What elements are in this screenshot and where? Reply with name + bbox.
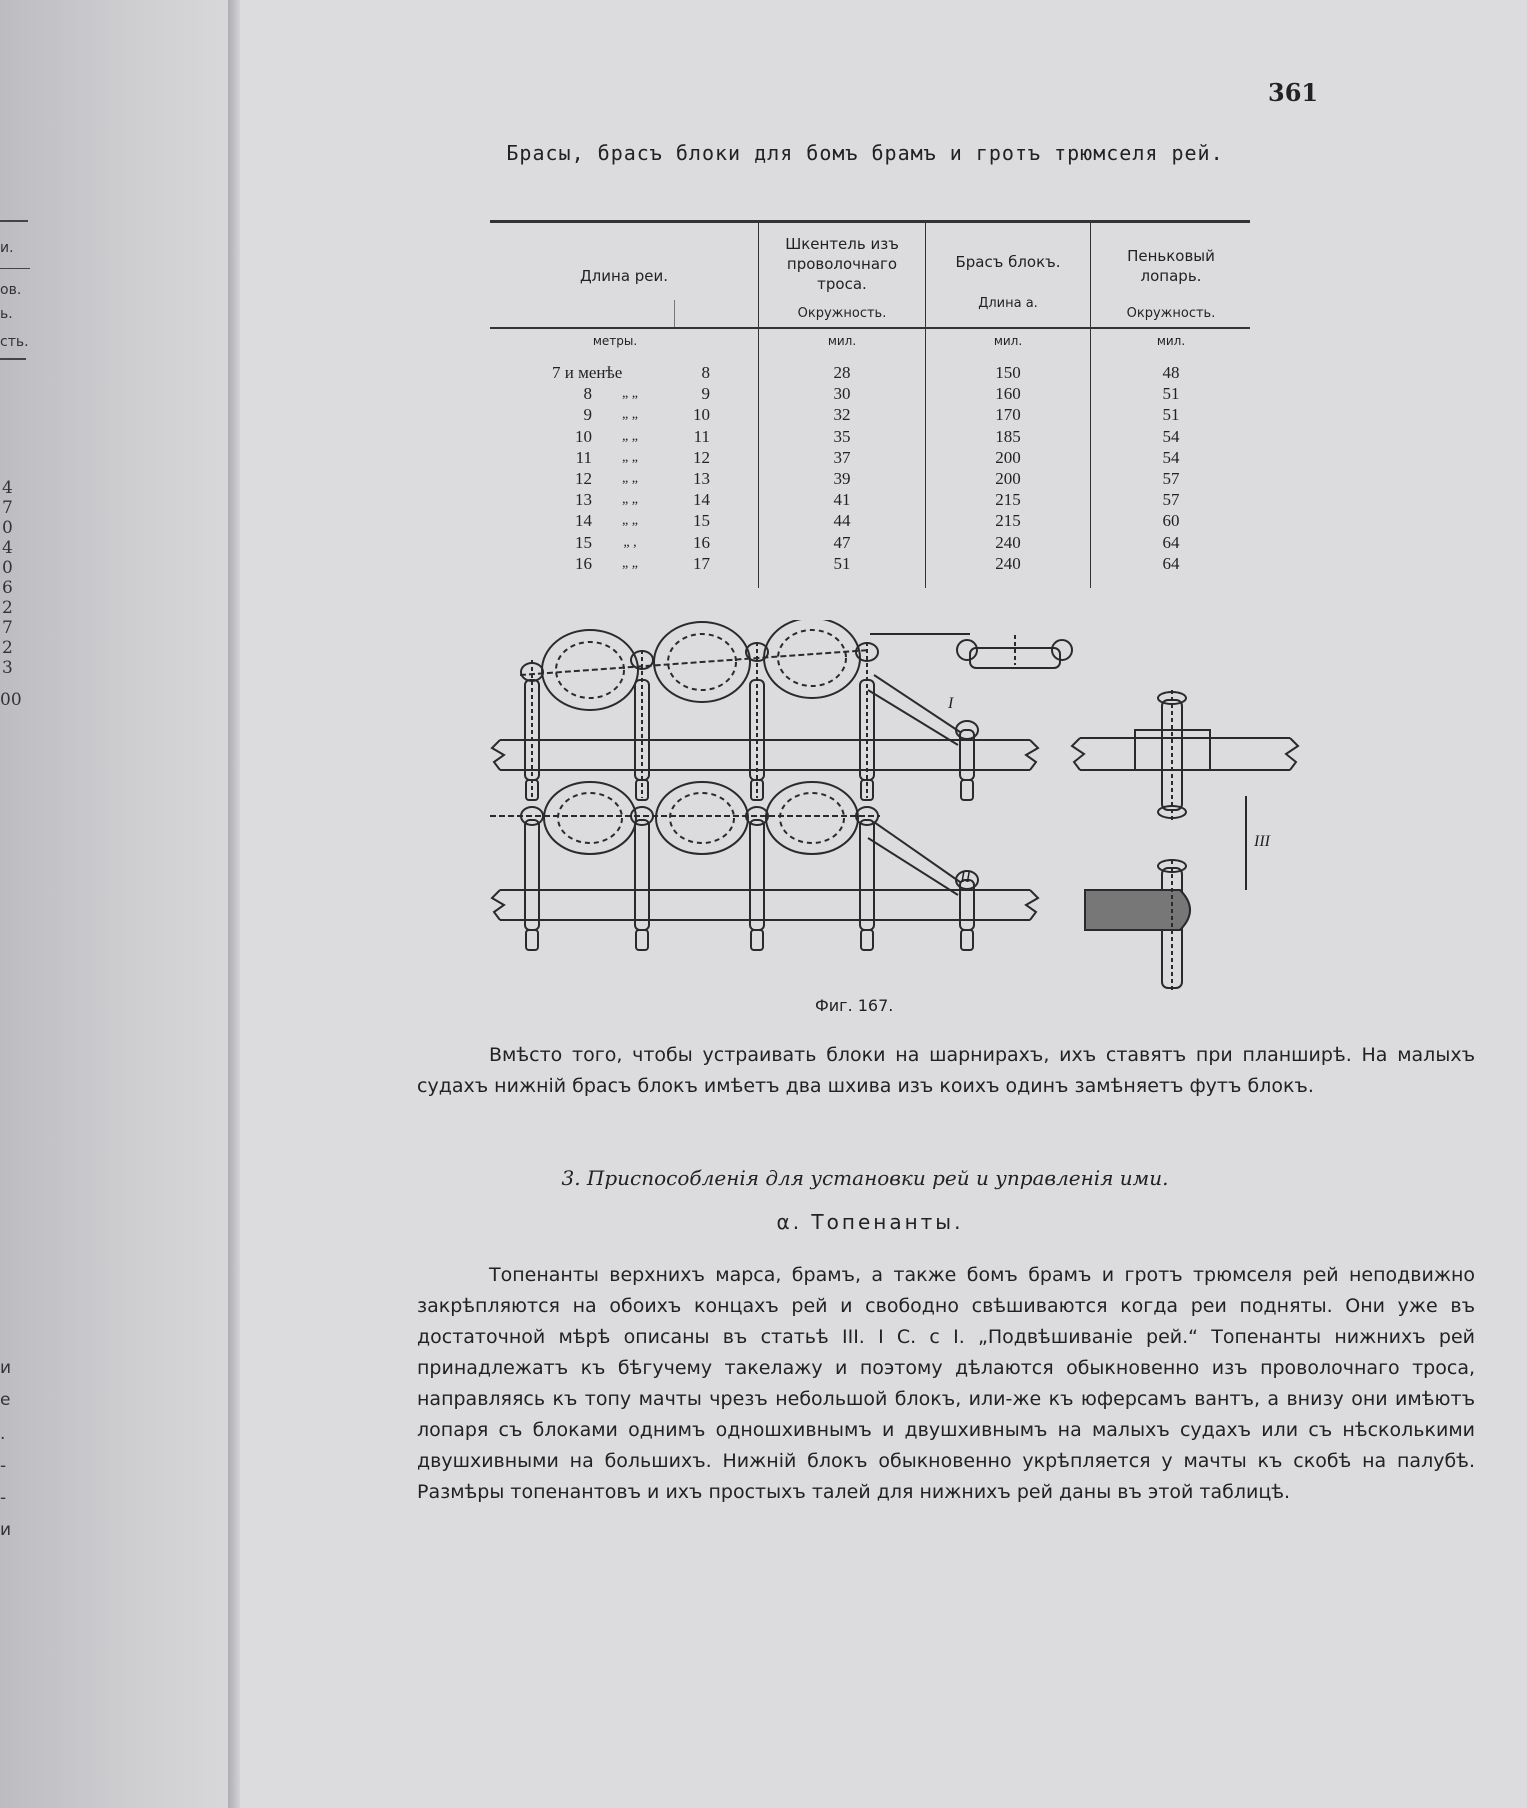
row-pennant-value: 39 xyxy=(833,469,851,488)
row-length-from: 8 xyxy=(583,384,592,404)
row-block-value: 170 xyxy=(995,405,1021,425)
col-header-pennant: Шкентель изъ проволочнаго троса. xyxy=(785,235,899,293)
left-page-fragment: сть. xyxy=(0,334,29,350)
row-block-value: 185 xyxy=(995,426,1021,446)
left-page-number: 0 xyxy=(2,558,13,578)
left-page-number: 00 xyxy=(0,690,22,710)
row-block-value: 150 xyxy=(995,363,1021,382)
unit-mm: мил. xyxy=(827,334,857,348)
row-pennant-value: 32 xyxy=(833,405,851,425)
row-fall-value: 60 xyxy=(1162,511,1180,531)
row-length-ditto: „ „ xyxy=(622,513,638,529)
row-pennant-value: 51 xyxy=(833,553,851,573)
col-header-hemp-fall-sub: Окружность. xyxy=(1126,306,1216,321)
figure-167 xyxy=(470,620,1490,990)
row-length-ditto: „ „ xyxy=(622,449,638,465)
row-block-value: 160 xyxy=(995,384,1021,404)
col-header-hemp-fall: Пеньковый лопарь. xyxy=(1127,247,1215,285)
row-pennant-value: 47 xyxy=(833,532,851,552)
left-page-number: 7 xyxy=(2,618,13,638)
left-page-rule xyxy=(0,220,28,222)
row-pennant-value: 28 xyxy=(833,363,851,382)
left-page-fragment: ов. xyxy=(0,282,22,298)
row-pennant-value: 37 xyxy=(833,447,851,467)
column-divider xyxy=(1090,223,1091,588)
left-page-fragment: и xyxy=(0,1520,12,1540)
row-length-ditto: „ „ xyxy=(622,555,638,571)
fig-label-1: I xyxy=(948,695,954,712)
row-length-from: 9 xyxy=(583,405,592,425)
row-length-to: 13 xyxy=(693,469,710,488)
left-page-fragment: е xyxy=(0,1390,11,1410)
row-pennant-value: 41 xyxy=(833,490,851,510)
left-page-fragment: . xyxy=(0,1424,6,1444)
col-header-brace-block: Брасъ блокъ. xyxy=(955,253,1061,271)
col-header-pennant-sub: Окружность. xyxy=(797,306,887,321)
figure-caption: Фиг. 167. xyxy=(815,996,894,1015)
row-length-to: 15 xyxy=(693,511,710,531)
row-pennant-value: 44 xyxy=(833,511,851,531)
left-page-number: 2 xyxy=(2,598,13,618)
paragraph-2: Топенанты верхнихъ марса, брамъ, а также бомъ брамъ и гротъ трюмселя рей неподвижно закрѣпляются на обоихъ концахъ рей и свободно свѣшиваются когда реи подняты. Они уже въ достаточной мѣрѣ описаны въ статьѣ III. I С. с I. „Подвѣшиваніе рей.“ Топенанты нижнихъ рей принадлежатъ къ бѣгучему такелажу и поэтому дѣлаются обыкновенно изъ проволочнаго троса, направляясь къ топу мачты чрезъ небольшой блокъ, или-же къ юферсамъ вантъ, а внизу они имѣютъ лопаря съ блоками однимъ одношхивнымъ и двушхивнымъ на малыхъ судахъ или съ нѣсколькими двушхивными на большихъ. Нижній блокъ обыкновенно укрѣпляется у мачты къ скобѣ на палубѣ. Размѣры топенантовъ и ихъ простыхъ талей для нижнихъ рей даны въ этой таблицѣ. xyxy=(417,1264,1475,1503)
row-fall-value: 57 xyxy=(1162,469,1180,488)
row-length-from: 14 xyxy=(575,511,592,531)
col-header-brace-block-sub: Длина а. xyxy=(978,296,1038,311)
row-pennant-value: 30 xyxy=(833,384,851,404)
row-block-value: 200 xyxy=(995,447,1021,467)
row-length-from: 16 xyxy=(575,553,592,573)
row-length-from: 15 xyxy=(575,532,592,552)
row-length-ditto: „ „ xyxy=(622,428,638,444)
fig-view-2 xyxy=(490,782,1038,950)
left-page-number: 4 xyxy=(2,538,13,558)
row-block-value: 240 xyxy=(995,553,1021,573)
fig-label-2: II xyxy=(960,869,971,886)
sub-divider xyxy=(674,300,675,327)
left-page-number: 7 xyxy=(2,498,13,518)
row-length-from: 12 xyxy=(575,469,592,488)
row-length-ditto: „ , xyxy=(623,534,637,550)
row-fall-value: 51 xyxy=(1162,405,1180,425)
row-block-value: 200 xyxy=(995,469,1021,488)
row-length-from: 10 xyxy=(575,426,592,446)
row-length-to: 14 xyxy=(693,490,710,510)
row-fall-value: 57 xyxy=(1162,490,1180,510)
left-page-number: 2 xyxy=(2,638,13,658)
book-page xyxy=(240,0,1527,1808)
left-page-number: 4 xyxy=(2,478,13,498)
row-length-to: 9 xyxy=(701,384,710,404)
row-length-ditto: „ „ xyxy=(622,386,638,402)
subsection-heading: α. Топенанты. xyxy=(776,1210,964,1234)
section-heading: 3. Приспособленія для установки рей и управленія ими. xyxy=(561,1166,1169,1190)
previous-page-edge xyxy=(0,0,232,1808)
left-page-fragment: - xyxy=(0,1456,7,1476)
row-length-ditto: „ „ xyxy=(622,407,638,423)
left-page-rule xyxy=(0,358,26,360)
data-table xyxy=(490,220,1250,590)
row-length-to: 8 xyxy=(701,363,710,382)
row-fall-value: 48 xyxy=(1162,363,1180,382)
left-page-fragment: ь. xyxy=(0,306,13,322)
row-fall-value: 51 xyxy=(1162,384,1180,404)
paragraph-1: Вмѣсто того, чтобы устраивать блоки на шарнирахъ, ихъ ставятъ при планширѣ. На малыхъ судахъ нижній брасъ блокъ имѣетъ два шхива изъ коихъ одинъ замѣняетъ футъ блокъ. xyxy=(417,1044,1475,1097)
fig-view-1 xyxy=(492,620,1072,800)
table-title: Брасы, брасъ блоки для бомъ брамъ и гротъ трюмселя рей. xyxy=(506,141,1224,165)
left-page-fragment: и. xyxy=(0,240,14,256)
unit-mm: мил. xyxy=(993,334,1023,348)
stanchion xyxy=(521,660,543,798)
row-fall-value: 54 xyxy=(1162,426,1180,446)
row-length-to: 11 xyxy=(693,426,710,446)
row-length-from: 13 xyxy=(575,490,592,510)
row-block-value: 215 xyxy=(995,490,1021,510)
row-length-from: 7 и менѣе xyxy=(552,363,623,382)
row-length-to: 12 xyxy=(693,447,710,467)
row-length-ditto: „ „ xyxy=(622,471,638,486)
page-number: 361 xyxy=(1268,78,1319,107)
left-page-number: 6 xyxy=(2,578,13,598)
stanchion xyxy=(631,650,653,798)
row-length-from: 11 xyxy=(575,447,592,467)
unit-mm: мил. xyxy=(1156,334,1186,348)
row-length-to: 17 xyxy=(693,553,710,573)
row-fall-value: 54 xyxy=(1162,447,1180,467)
column-divider xyxy=(758,223,759,588)
row-length-to: 16 xyxy=(693,532,710,552)
row-length-ditto: „ „ xyxy=(622,492,638,508)
row-fall-value: 64 xyxy=(1162,532,1180,552)
row-block-value: 215 xyxy=(995,511,1021,531)
left-page-fragment: - xyxy=(0,1488,7,1508)
left-page-fragment: и xyxy=(0,1358,12,1378)
fig-label-3: III xyxy=(1254,833,1270,850)
left-page-rule xyxy=(0,268,30,269)
left-page-number: 3 xyxy=(2,658,13,678)
table-top-rule xyxy=(490,220,1250,223)
table-header-rule xyxy=(490,327,1250,329)
row-pennant-value: 35 xyxy=(833,426,851,446)
row-fall-value: 64 xyxy=(1162,553,1180,573)
column-divider xyxy=(925,223,926,588)
unit-meters: метры. xyxy=(592,334,638,348)
left-page-number: 0 xyxy=(2,518,13,538)
row-length-to: 10 xyxy=(693,405,710,425)
stanchion xyxy=(956,721,978,780)
row-block-value: 240 xyxy=(995,532,1021,552)
col-header-length: Длина реи. xyxy=(579,267,669,285)
